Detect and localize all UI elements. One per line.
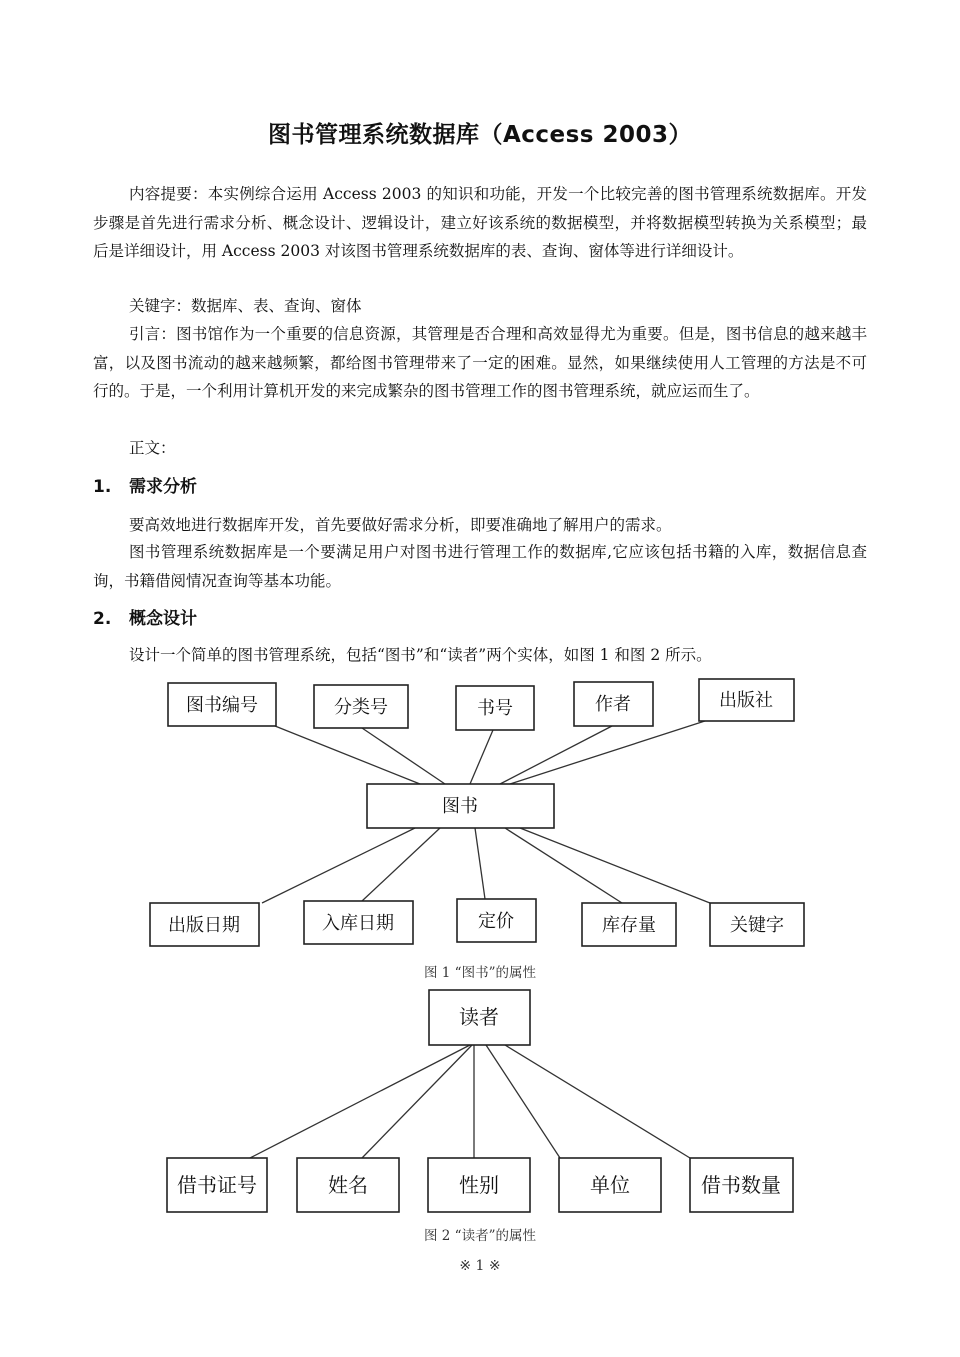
abstract-paragraph: 内容提要：本实例综合运用 Access 2003 的知识和功能，开发一个比较完善的图书管理系统数据库。开发步骤是首先进行需求分析、概念设计、逻辑设计，建立好该系统的数据模型，并将数据模型转换为关系模型；最后是详细设计，用 Access 2003 对该图书管理系统数据库的表、查询、窗体等进行详细设计。	[93, 185, 867, 260]
attr-gender	[428, 1158, 530, 1212]
attr-library-card-no	[167, 1158, 267, 1212]
entity-reader	[429, 990, 530, 1045]
attribute-label: 借书数量	[701, 1173, 781, 1197]
attribute-label: 出版社	[719, 690, 773, 711]
attribute-label: 作者	[595, 694, 631, 715]
section-1-paragraph-1: 要高效地进行数据库开发，首先要做好需求分析，即要准确地了解用户的需求。	[129, 516, 672, 534]
attribute-label: 单位	[590, 1173, 630, 1197]
document-title: 图书管理系统数据库（Access 2003）	[267, 122, 693, 148]
entity-label: 图书	[442, 796, 478, 817]
attribute-label: 姓名	[328, 1173, 368, 1197]
attr-borrow-count	[690, 1158, 793, 1212]
attribute-label: 分类号	[334, 697, 388, 718]
attribute-label: 出版日期	[168, 915, 240, 936]
attr-unit	[559, 1158, 661, 1212]
connector-line	[362, 1045, 472, 1158]
figure-1-caption: 图 1 “图书”的属性	[424, 965, 536, 981]
section-1-title: 需求分析	[129, 477, 197, 497]
section-2-title: 概念设计	[129, 609, 197, 629]
section-1-number: 1.	[93, 477, 112, 497]
figure-2-caption: 图 2 “读者”的属性	[424, 1228, 536, 1244]
attribute-label: 性别	[459, 1173, 499, 1197]
attr-name	[297, 1158, 399, 1212]
attribute-label: 定价	[478, 911, 514, 932]
intro-paragraph: 引言：图书馆作为一个重要的信息资源，其管理是否合理和高效显得尤为重要。但是，图书信息的越来越丰富，以及图书流动的越来越频繁，都给图书管理带来了一定的困难。显然，如果继续使用人工管理的方法是不可行的。于是，一个利用计算机开发的来完成繁杂的图书管理工作的图书管理系统，就应运而生了。	[93, 325, 867, 400]
attribute-label: 书号	[477, 698, 513, 719]
attribute-label: 借书证号	[177, 1173, 257, 1197]
keywords-line: 关键字：数据库、表、查询、窗体	[129, 297, 362, 315]
figure-2-connectors	[250, 1045, 690, 1158]
attribute-label: 入库日期	[322, 913, 394, 934]
attribute-label: 关键字	[730, 915, 784, 936]
section-2-number: 2.	[93, 609, 112, 629]
attribute-label: 库存量	[602, 915, 656, 936]
connector-line	[505, 1045, 690, 1158]
connector-line	[486, 1045, 560, 1158]
body-label: 正文：	[129, 439, 176, 457]
attribute-label: 图书编号	[186, 695, 258, 716]
connector-line	[250, 1045, 470, 1158]
section-1-paragraph-2: 图书管理系统数据库是一个要满足用户对图书进行管理工作的数据库,它应该包括书籍的入库，数据信息查询，书籍借阅情况查询等基本功能。	[93, 543, 867, 590]
page-number: ※ 1 ※	[459, 1258, 501, 1274]
entity-label: 读者	[459, 1005, 499, 1029]
section-2-paragraph-1: 设计一个简单的图书管理系统，包括“图书”和“读者”两个实体，如图 1 和图 2 所示。	[129, 646, 712, 664]
